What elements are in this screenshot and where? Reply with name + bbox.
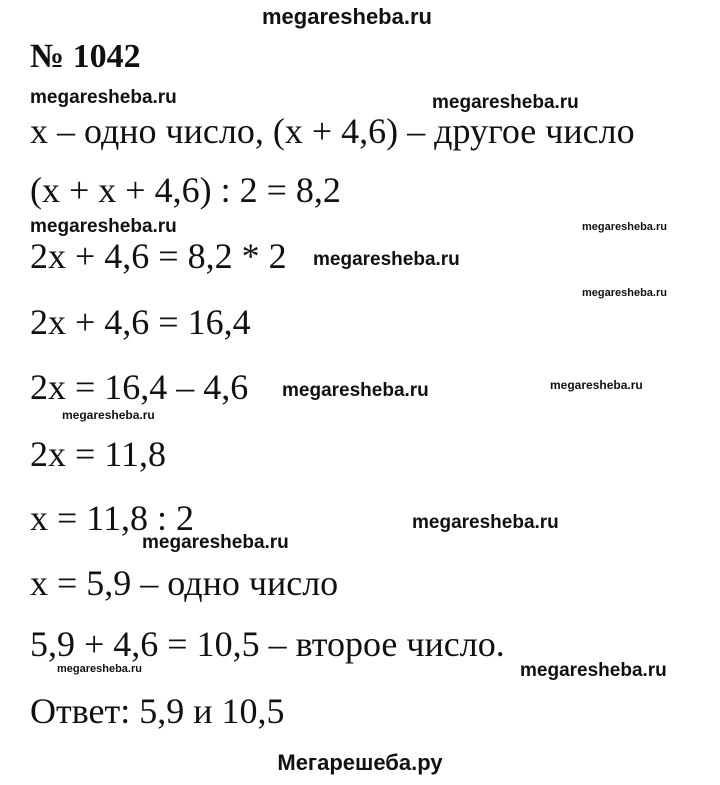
watermark: megaresheba.ru — [412, 512, 559, 533]
solution-line-7: х = 11,8 : 2 — [30, 498, 194, 538]
solution-line-9: 5,9 + 4,6 = 10,5 – второе число. — [30, 624, 505, 664]
watermark: megaresheba.ru — [57, 663, 142, 675]
solution-line-1: х – одно число, (х + 4,6) – другое число — [30, 111, 635, 151]
footer-site-name: Мегарешеба.ру — [277, 750, 443, 775]
solution-line-6: 2х = 11,8 — [30, 434, 166, 474]
answer-line: Ответ: 5,9 и 10,5 — [30, 691, 285, 731]
watermark: megaresheba.ru — [282, 380, 429, 401]
solution-line-3: 2х + 4,6 = 8,2 * 2 — [30, 236, 287, 276]
watermark: megaresheba.ru — [62, 408, 155, 422]
problem-number: № 1042 — [30, 38, 141, 75]
header-watermark: megaresheba.ru — [262, 4, 432, 29]
watermark: megaresheba.ru — [313, 249, 460, 270]
watermark: megaresheba.ru — [582, 221, 667, 233]
watermark: megaresheba.ru — [30, 216, 177, 237]
solution-line-2: (х + х + 4,6) : 2 = 8,2 — [30, 170, 341, 210]
watermark: megaresheba.ru — [582, 287, 667, 299]
watermark: megaresheba.ru — [432, 92, 579, 113]
solution-line-5: 2х = 16,4 – 4,6 — [30, 367, 249, 407]
solution-line-4: 2х + 4,6 = 16,4 — [30, 302, 251, 342]
watermark: megaresheba.ru — [520, 660, 667, 681]
watermark: megaresheba.ru — [550, 378, 643, 392]
watermark: megaresheba.ru — [30, 87, 177, 108]
watermark: megaresheba.ru — [142, 532, 289, 553]
solution-line-8: х = 5,9 – одно число — [30, 563, 339, 603]
